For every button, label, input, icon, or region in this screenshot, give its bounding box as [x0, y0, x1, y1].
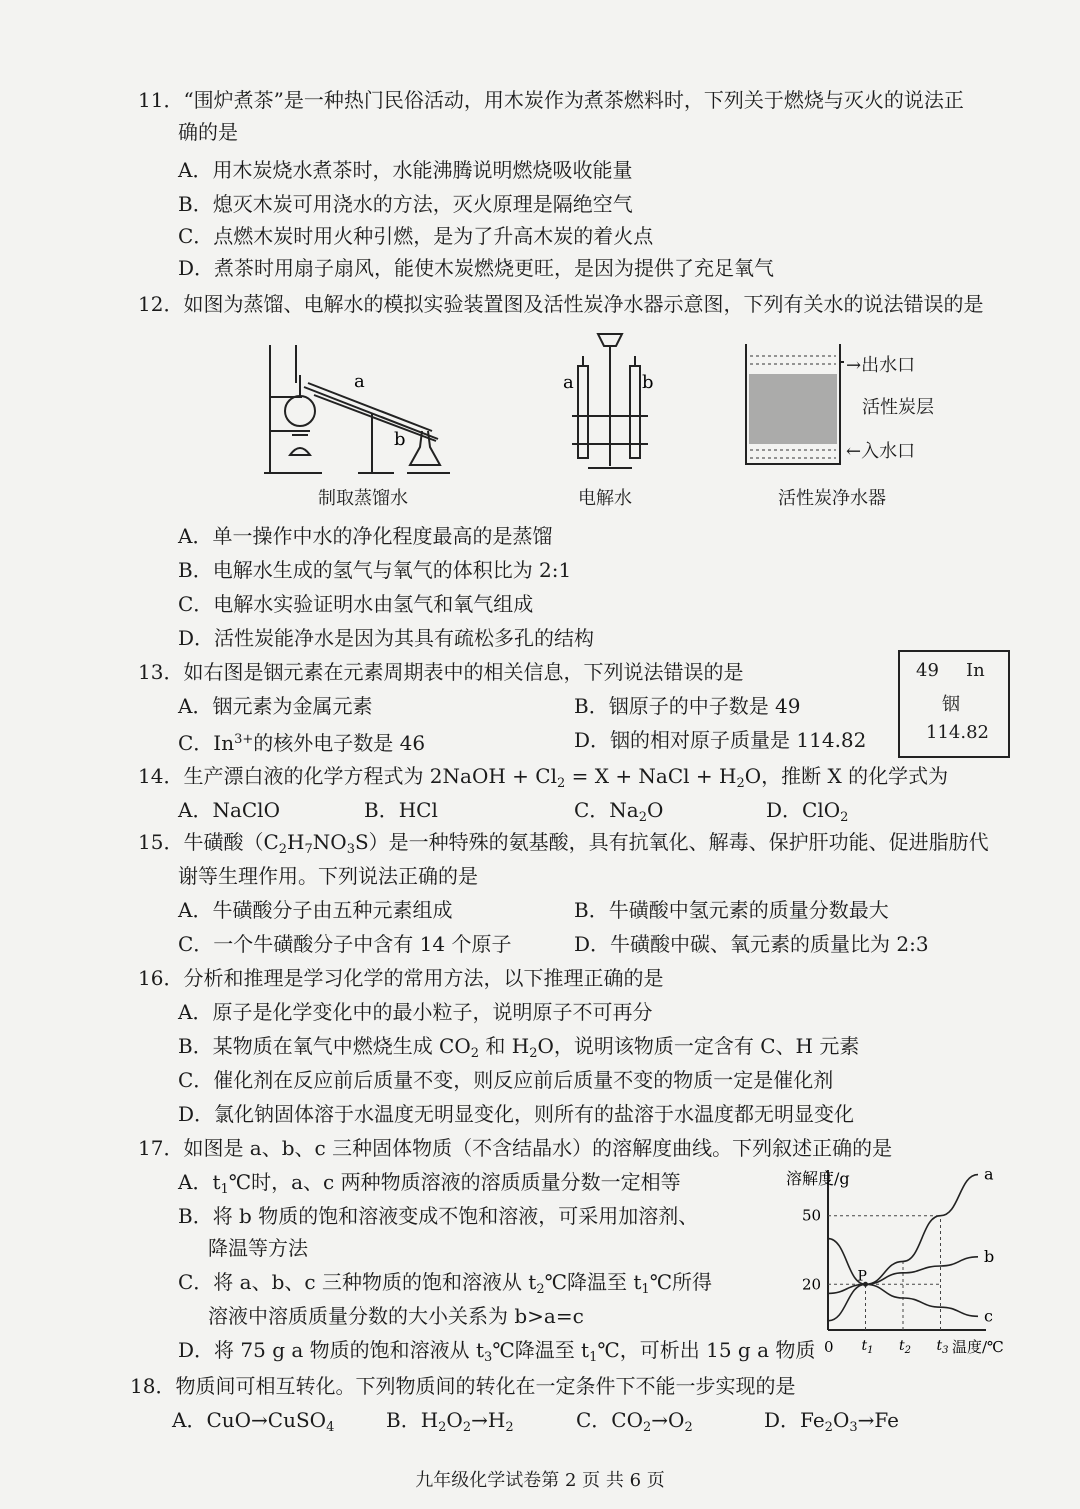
arrow-left-icon: ←	[846, 441, 862, 462]
origin-label: 0	[824, 1338, 834, 1356]
electro-label-b: b	[642, 372, 654, 393]
q18-option-d: D．$Fe_2O_3\to Fe$	[764, 1408, 900, 1435]
q17-option-b-line2: 降温等方法	[208, 1236, 308, 1260]
q12-option-b: B．电解水生成的氢气与氧气的体积比为 2:1	[178, 558, 572, 582]
series-label-a: a	[984, 1164, 994, 1184]
electrolysis-apparatus-figure	[558, 326, 668, 476]
q16-option-b: B．某物质在氧气中燃烧生成 $CO_2$ 和 $H_2O$，说明该物质一定含有 C、H 元素	[178, 1034, 860, 1061]
q18-stem: 18．物质间可相互转化。下列物质间的转化在一定条件下不能一步实现的是	[130, 1374, 796, 1398]
q17-option-b-line1: B．将 b 物质的饱和溶液变成不饱和溶液，可采用加溶剂、	[178, 1204, 699, 1228]
caption-distillation: 制取蒸馏水	[318, 488, 408, 509]
electro-label-a: a	[563, 372, 574, 393]
q16-option-a: A．原子是化学变化中的最小粒子，说明原子不可再分	[178, 1000, 653, 1024]
q14-option-d: D．ClO$_2$	[766, 798, 849, 825]
q18-option-a: A．CuO→CuSO$_4$	[172, 1408, 335, 1435]
distillation-apparatus-figure	[262, 335, 472, 480]
label-inlet	[846, 438, 915, 466]
q12-stem: 12．如图为蒸馏、电解水的模拟实验装置图及活性炭净水器示意图，下列有关水的说法错误的是	[138, 292, 984, 316]
q18-option-c: C．$CO_2\to O_2$	[576, 1408, 693, 1435]
series-label-c: c	[984, 1306, 993, 1326]
q14-option-b: B．HCl	[364, 798, 438, 822]
q11-stem-line1: 11．“围炉煮茶”是一种热门民俗活动，用木炭作为煮茶燃料时，下列关于燃烧与灭火的说法正	[138, 88, 964, 112]
q12-option-c: C．电解水实验证明水由氢气和氧气组成	[178, 592, 534, 616]
q16-option-c: C．催化剂在反应前后质量不变，则反应前后质量不变的物质一定是催化剂	[178, 1068, 834, 1092]
intersection-label: P	[857, 1268, 867, 1285]
x-tick-label: $t_3$	[936, 1338, 949, 1356]
q17-option-c-line2: 溶液中溶质质量分数的大小关系为 b>a=c	[208, 1304, 584, 1328]
x-tick-label: $t_2$	[899, 1338, 912, 1356]
solubility-chart	[780, 1162, 1020, 1358]
q14-stem: 14．生产漂白液的化学方程式为 2NaOH + $Cl_2 = X$ + NaCl + $H_2O$，推断 X 的化学式为	[138, 764, 949, 791]
q17-option-c-line1: C．将 a、b、c 三种物质的饱和溶液从 $t_2℃$降温至 $t_1℃$所得	[178, 1270, 713, 1297]
distill-label-a: a	[354, 371, 365, 392]
arrow-right-icon: →	[846, 355, 862, 376]
y-tick-label: 20	[802, 1275, 822, 1294]
q11-stem-line2: 确的是	[178, 120, 238, 144]
q17-stem: 17．如图是 a、b、c 三种固体物质（不含结晶水）的溶解度曲线。下列叙述正确的是	[138, 1136, 893, 1160]
y-axis-label-1: 溶解度/g	[786, 1169, 850, 1188]
caption-carbon-filter: 活性炭净水器	[778, 488, 886, 509]
series-label-b: b	[984, 1246, 995, 1266]
label-outlet	[846, 352, 915, 380]
label-carbon-layer: 活性炭层	[862, 397, 934, 418]
q15-option-d: D．牛磺酸中碳、氧元素的质量比为 2:3	[574, 932, 929, 956]
carbon-filter-figure	[740, 340, 850, 470]
x-tick-label: $t_1$	[861, 1338, 874, 1356]
distill-label-b: b	[394, 429, 406, 450]
q11-option-d: D．煮茶时用扇子扇风，能使木炭燃烧更旺，是因为提供了充足氧气	[178, 256, 775, 280]
q12-option-a: A．单一操作中水的净化程度最高的是蒸馏	[178, 524, 553, 548]
element-symbol: In	[966, 660, 985, 681]
element-number: 49	[916, 660, 939, 681]
q14-option-a: A．NaClO	[178, 798, 280, 822]
q15-stem-line2: 谢等生理作用。下列说法正确的是	[178, 864, 478, 888]
q17-option-a: A．$t_1℃$时，a、c 两种物质溶液的溶质质量分数一定相等	[178, 1170, 681, 1197]
q11-option-b: B．熄灭木炭可用浇水的方法，灭火原理是隔绝空气	[178, 192, 633, 216]
caption-electrolysis: 电解水	[578, 488, 632, 509]
q16-stem: 16．分析和推理是学习化学的常用方法，以下推理正确的是	[138, 966, 664, 990]
q16-option-d: D．氯化钠固体溶于水温度无明显变化，则所有的盐溶于水温度都无明显变化	[178, 1102, 855, 1126]
outlet-text: 出水口	[861, 355, 916, 376]
q11-option-c: C．点燃木炭时用火种引燃，是为了升高木炭的着火点	[178, 224, 654, 248]
x-axis-label: 温度/℃	[952, 1338, 1004, 1356]
y-tick-label: 50	[802, 1206, 822, 1225]
q13-stem: 13．如右图是铟元素在元素周期表中的相关信息，下列说法错误的是	[138, 660, 744, 684]
q15-option-b: B．牛磺酸中氢元素的质量分数最大	[574, 898, 889, 922]
element-card-indium	[898, 650, 1010, 758]
page-footer: 九年级化学试卷第 2 页 共 6 页	[415, 1470, 665, 1491]
q14-option-c: C．$Na_2O$	[574, 798, 664, 825]
q13-option-a: A．铟元素为金属元素	[178, 694, 373, 718]
q11-option-a: A．用木炭烧水煮茶时，水能沸腾说明燃烧吸收能量	[178, 158, 633, 182]
element-mass: 114.82	[926, 722, 989, 743]
q18-option-b: B．$H_2O_2\to H_2$	[386, 1408, 514, 1435]
element-name: 铟	[942, 694, 960, 715]
q12-option-d: D．活性炭能净水是因为其具有疏松多孔的结构	[178, 626, 595, 650]
q13-option-b: B．铟原子的中子数是 49	[574, 694, 801, 718]
q17-option-d: D．将 75 g a 物质的饱和溶液从 $t_3℃$降温至 $t_1℃$，可析出 15 g a 物质	[178, 1338, 816, 1365]
q13-option-d: D．铟的相对原子质量是 114.82	[574, 728, 867, 752]
q15-option-c: C．一个牛磺酸分子中含有 14 个原子	[178, 932, 512, 956]
q15-stem-line1: 15．牛磺酸$(C_2H_7NO_3S)$是一种特殊的氨基酸，具有抗氧化、解毒、保护肝功能、促进脂肪代	[138, 830, 989, 857]
inlet-text: 入水口	[861, 441, 916, 462]
q13-option-c: C．$In^{3+}$的核外电子数是 46	[178, 731, 426, 755]
q15-option-a: A．牛磺酸分子由五种元素组成	[178, 898, 453, 922]
